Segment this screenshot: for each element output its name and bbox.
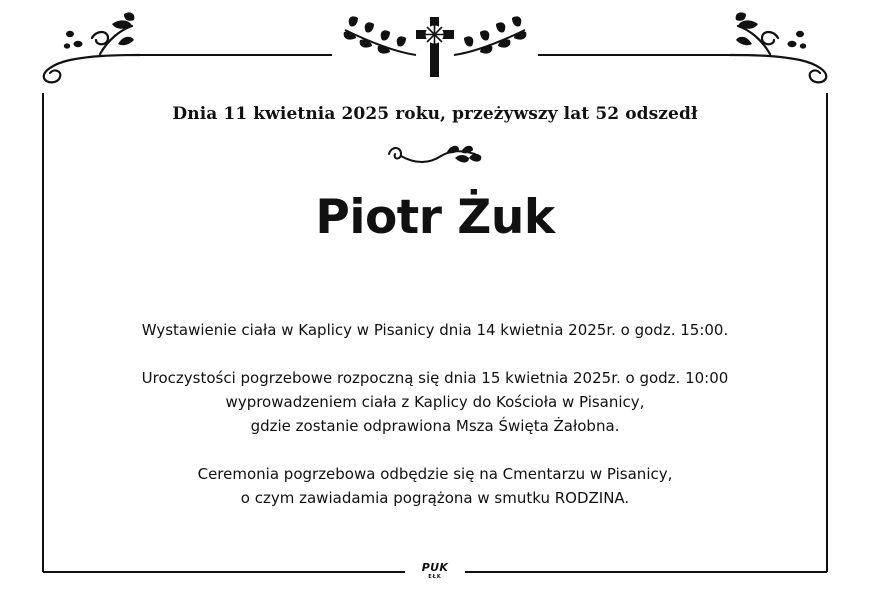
logo-sub-text: EŁK: [428, 574, 442, 580]
corner-flourish-icon-right: [730, 26, 826, 82]
deceased-name: Piotr Żuk: [315, 190, 555, 245]
ceremony-paragraph: [0, 366, 870, 438]
laurel-branch-icon-left: [344, 16, 416, 55]
paragraph-line: Uroczystości pogrzebowe rozpoczną się dnia 15 kwietnia 2025r. o godz. 10:00: [141, 369, 729, 387]
paragraph-line: Ceremonia pogrzebowa odbędzie się na Cmentarzu w Pisanicy,: [197, 465, 673, 483]
vine-divider-icon: [385, 142, 485, 172]
paragraph-line: Wystawienie ciała w Kaplicy w Pisanicy dnia 14 kwietnia 2025r. o godz. 15:00.: [141, 321, 729, 339]
paragraph-line: wyprowadzeniem ciała z Kaplicy do Kościoła w Pisanicy,: [225, 393, 645, 411]
laurel-branch-icon-right: [454, 16, 526, 55]
cross-icon: [416, 17, 454, 77]
company-logo: [412, 562, 458, 584]
corner-flourish-icon-left: [44, 26, 140, 82]
paragraph-line: gdzie zostanie odprawiona Msza Święta Żałobna.: [250, 417, 620, 435]
logo-main-text: PUK: [421, 561, 449, 574]
viewing-paragraph: [0, 318, 870, 342]
burial-paragraph: [0, 462, 870, 510]
death-announcement-headline: Dnia 11 kwietnia 2025 roku, przeżywszy lat 52 odszedł: [172, 104, 698, 124]
funeral-details: [0, 318, 870, 534]
paragraph-line: o czym zawiadamia pogrążona w smutku RODZINA.: [240, 489, 630, 507]
